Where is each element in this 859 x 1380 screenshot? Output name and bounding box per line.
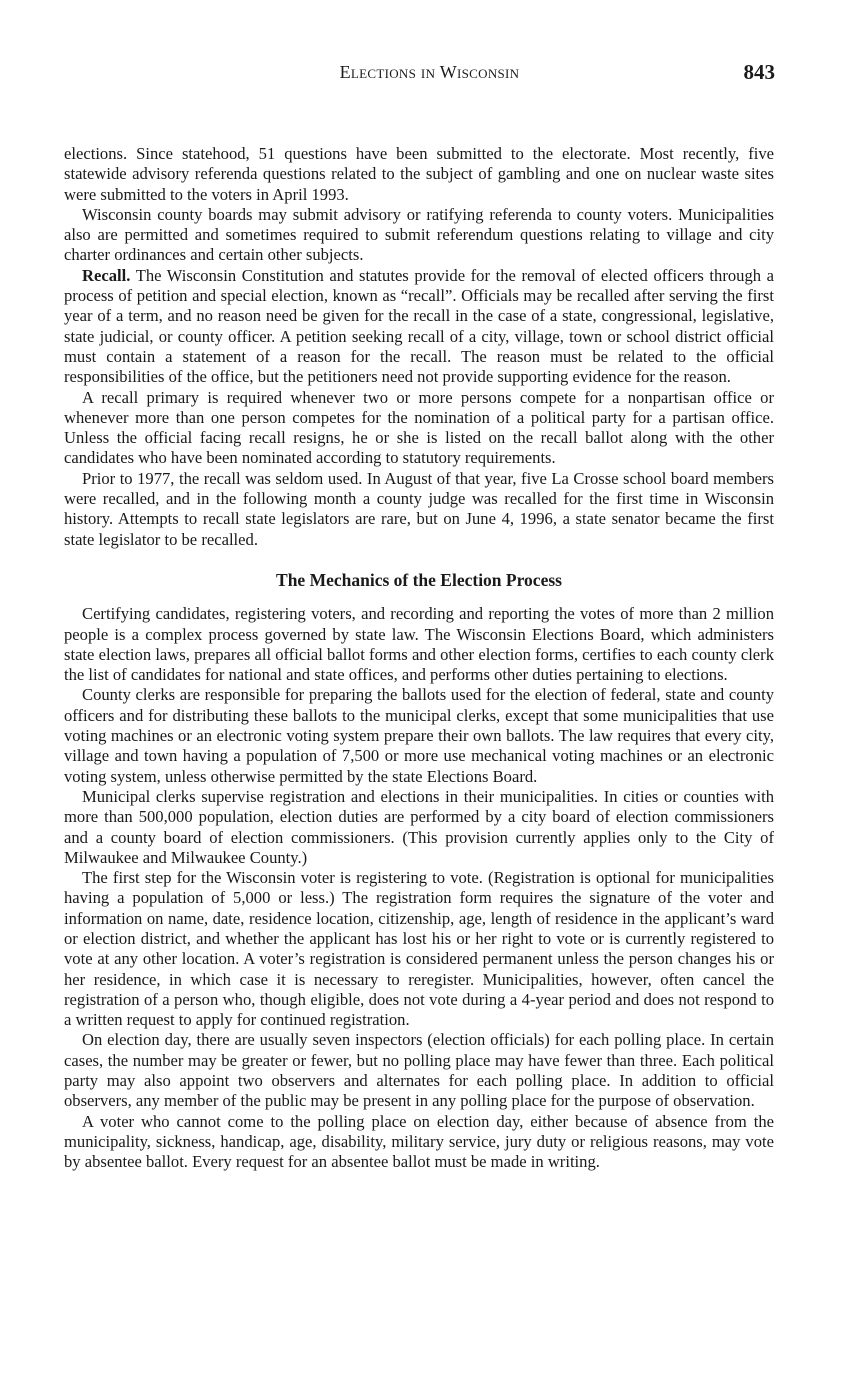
- paragraph: On election day, there are usually seven inspectors (election officials) for each polling place. In certain cases, the number may be greater or fewer, but no polling place may have fewer than three. Each political party may also appoint two observers and alternates for each polling place. In addition to official observers, any member of the public may be present in any polling place for the purpose of observation.: [64, 1030, 774, 1111]
- running-title: Elections in Wisconsin: [339, 62, 520, 82]
- running-header: [0, 62, 859, 88]
- body-text: [64, 144, 774, 1173]
- paragraph: County clerks are responsible for preparing the ballots used for the election of federal, state and county officers and for distributing these ballots to the municipal clerks, except that some municipalities that use voting machines or an electronic voting system prepare their own ballots. The law requires that every city, village and town having a population of 7,500 or more use mechanical voting machines or an electronic voting system, unless otherwise permitted by the state Elections Board.: [64, 685, 774, 786]
- paragraph: A voter who cannot come to the polling place on election day, either because of absence from the municipality, sickness, handicap, age, disability, military service, jury duty or religious reasons, may vote by absentee ballot. Every request for an absentee ballot must be made in writing.: [64, 1111, 774, 1172]
- page-number: 843: [743, 60, 775, 84]
- paragraph: Prior to 1977, the recall was seldom used. In August of that year, five La Crosse school board members were recalled, and in the following month a county judge was recalled for the first time in Wisconsin history. Attempts to recall state legislators are rare, but on June 4, 1996, a state senator became the first state legislator to be recalled.: [64, 468, 774, 549]
- recall-runin-heading: Recall.: [82, 265, 131, 285]
- paragraph: elections. Since statehood, 51 questions have been submitted to the electorate. Most recently, five statewide advisory referenda questions related to the subject of gambling and one on nuclear waste sites were submitted to the voters in April 1993.: [64, 144, 774, 204]
- paragraph: Wisconsin county boards may submit advisory or ratifying referenda to county voters. Municipalities also are permitted and sometimes required to submit referendum questions relating to village and city charter ordinances and certain other subjects.: [64, 204, 774, 265]
- paragraph: Municipal clerks supervise registration and elections in their municipalities. In cities or counties with more than 500,000 population, election duties are performed by a city board of election commissioners and a county board of election commissioners. (This provision currently applies only to the City of Milwaukee and Milwaukee County.): [64, 786, 774, 867]
- paragraph: A recall primary is required whenever two or more persons compete for a nonpartisan office or whenever more than one person competes for the nomination of a political party for a partisan office. Unless the official facing recall resigns, he or she is listed on the recall ballot along with the other candidates who have been nominated according to statutory requirements.: [64, 387, 774, 468]
- recall-paragraph-text: The Wisconsin Constitution and statutes provide for the removal of elected officers through a process of petition and special election, known as “recall”. Officials may be recalled after serving the first year of a term, and no reason need be given for the recall in the case of a state, congressional, legislative, state judicial, or county officer. A petition seeking recall of a city, village, town or school district official must contain a statement of a reason for the recall. The reason must be related to the official responsibilities of the office, but the petitioners need not provide supporting evidence for the reason.: [64, 265, 774, 387]
- recall-paragraph: [64, 266, 774, 388]
- paragraph: The first step for the Wisconsin voter is registering to vote. (Registration is optional for municipalities having a population of 5,000 or less.) The registration form requires the signature of the voter and information on name, date, residence location, citizenship, age, length of residence in the applicant’s ward or election district, and whether the applicant has lost his or her right to vote or is currently registered to vote at any other location. A voter’s registration is considered permanent unless the person changes his or her residence, in which case it is necessary to reregister. Municipalities, however, often cancel the registration of a person who, though eligible, does not vote during a 4-year period and does not respond to a written request to apply for continued registration.: [64, 868, 774, 1030]
- section-heading: The Mechanics of the Election Process: [276, 569, 562, 590]
- paragraph: Certifying candidates, registering voters, and recording and reporting the votes of more than 2 million people is a complex process governed by state law. The Wisconsin Elections Board, which administers state election laws, prepares all official ballot forms and other election forms, certifies to each county clerk the list of candidates for national and state offices, and performs other duties pertaining to elections.: [64, 604, 774, 685]
